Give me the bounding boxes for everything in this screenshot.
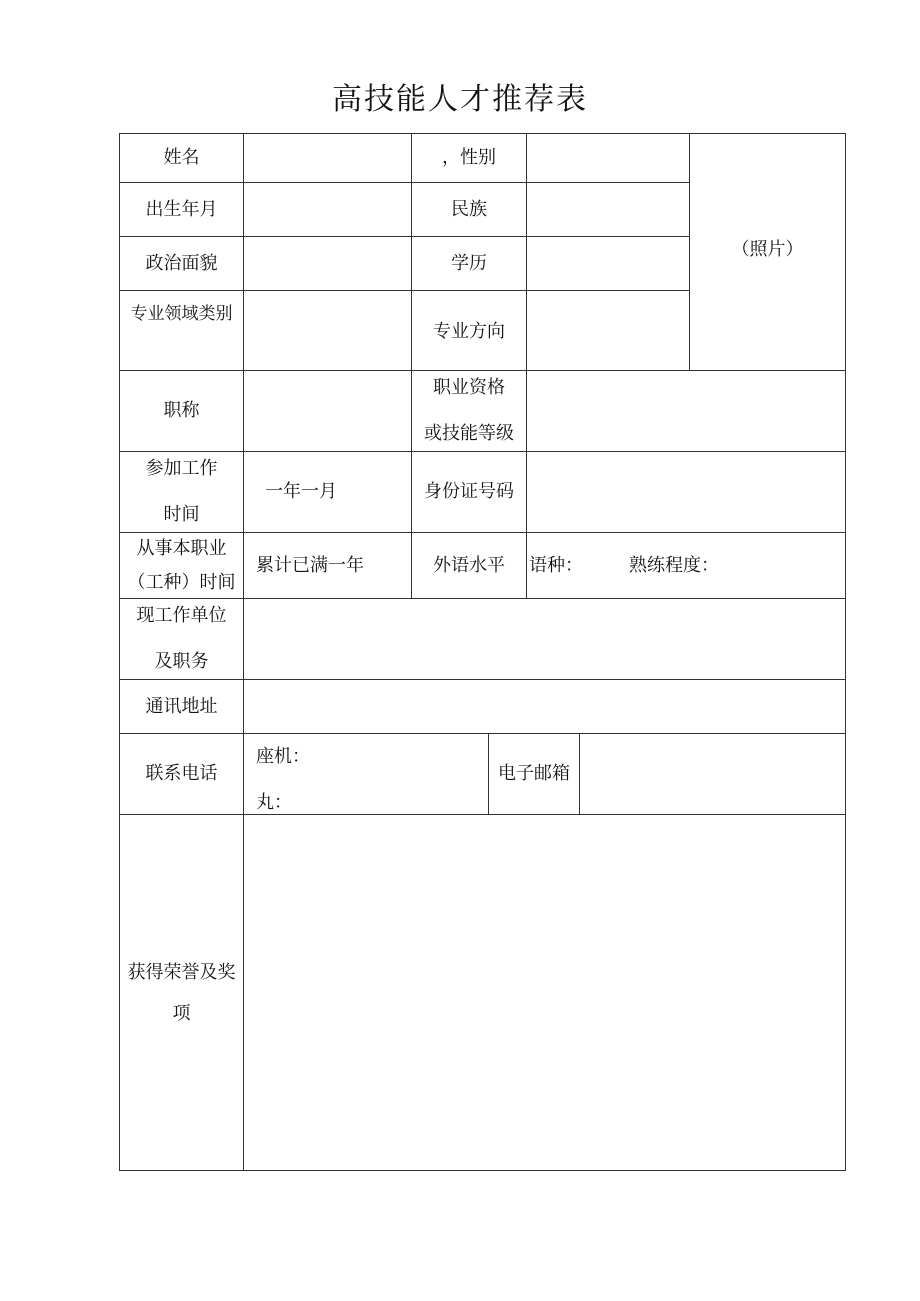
label-birth: 出生年月 [119,182,244,237]
employer-line-2: 及职务 [154,651,209,672]
career-line-2: （工种）时间 [127,571,236,593]
label-ethnicity: 民族 [411,182,527,237]
label-address: 通讯地址 [119,679,244,734]
work-start-field[interactable]: 一年一月 [243,451,412,533]
ethnicity-field[interactable] [526,182,690,237]
title-rank-char-1: 职 [163,400,182,421]
direction-text: 专业方向 [433,320,505,342]
landline-label: 座机： [256,746,310,767]
employer-field[interactable] [243,598,846,680]
honors-line-1: 获得荣誉及奖 [127,961,236,983]
email-field[interactable] [579,733,846,815]
label-direction [411,290,527,371]
label-title-rank [119,370,244,452]
career-line-1: 从事本职业 [136,537,227,559]
foreign-lang-field[interactable] [526,532,846,599]
label-gender: ，性别 [411,133,527,183]
label-foreign-lang: 外语水平 [411,532,527,599]
label-employer [119,598,244,680]
field-field[interactable] [243,290,412,371]
page-title: 高技能人才推荐表 [332,82,588,117]
label-phone: 联系电话 [119,733,244,815]
label-qualification [411,370,527,452]
work-start-line-2: 时间 [163,504,200,525]
qual-line-1: 职业资格 [433,377,505,398]
label-id-number: 身份证号码 [411,451,527,533]
name-field[interactable] [243,133,412,183]
label-education: 学历 [411,236,527,291]
gender-field[interactable] [526,133,690,183]
employer-line-1: 现工作单位 [136,605,227,626]
id-number-field[interactable] [526,451,846,533]
phone-field[interactable] [243,733,489,815]
qualification-field[interactable] [526,370,846,452]
label-career-time [119,532,244,599]
qual-line-2: 或技能等级 [424,423,514,444]
proficiency-label: 熟练程度： [629,554,719,576]
label-honors [119,814,244,1171]
career-time-field[interactable]: 累计已满一年 [243,532,412,599]
label-political: 政治面貌 [119,236,244,291]
address-field[interactable] [243,679,846,734]
honors-line-2: 项 [172,1002,191,1024]
title-rank-field[interactable] [243,370,412,452]
honors-field[interactable] [243,814,846,1171]
title-rank-char-2: 称 [181,400,200,421]
label-work-start [119,451,244,533]
label-field: 专业领域类别 [119,290,244,371]
birth-field[interactable] [243,182,412,237]
political-field[interactable] [243,236,412,291]
direction-field[interactable] [526,290,690,371]
label-name: 姓名 [119,133,244,183]
photo-label: （照片） [731,238,804,260]
education-field[interactable] [526,236,690,291]
photo-box[interactable] [689,133,846,371]
lang-type-label: 语种： [529,554,583,576]
mobile-label: 丸： [256,792,292,813]
label-email: 电子邮箱 [488,733,580,815]
work-start-line-1: 参加工作 [145,458,218,479]
